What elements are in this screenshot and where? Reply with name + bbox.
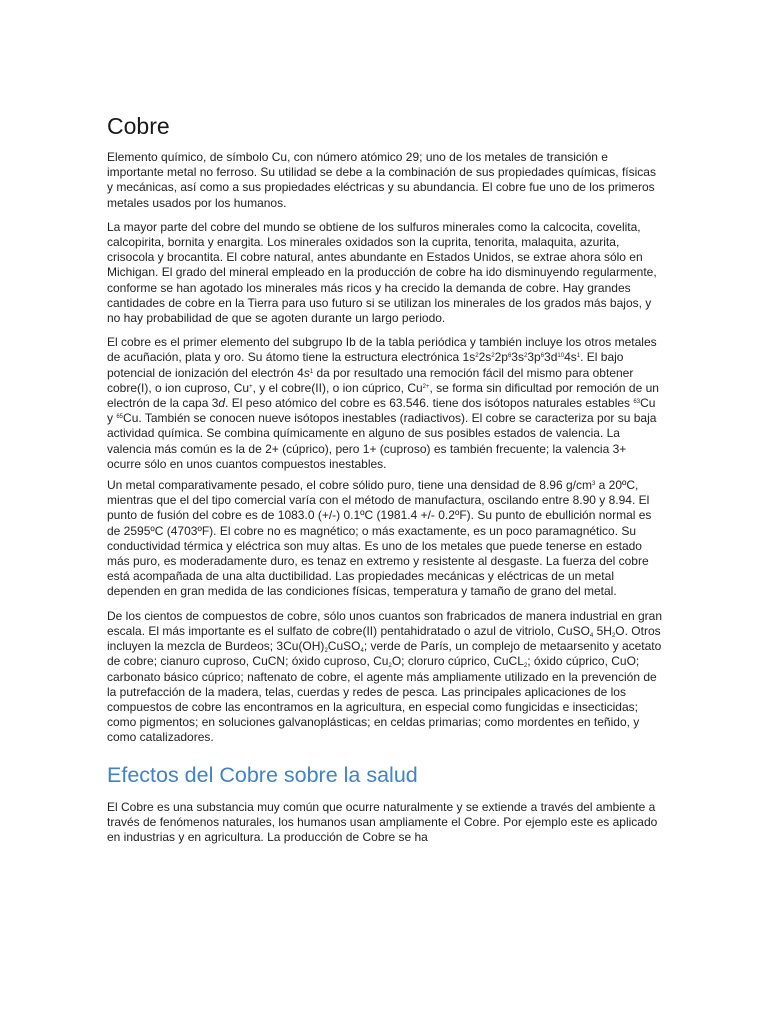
paragraph-compounds: De los cientos de compuestos de cobre, sólo unos cuantos son frabricados de manera industrial en gran escala. El más importante es el sulfato de cobre(II) pentahidratado o azul de vitriolo, CuSO$_4$ $5H_2O$. Otros incluyen la mezcla de Burdeos; $3Cu(OH)_2CuSO_4$; verde de París, un complejo de metaarsenito y acetato de cobre; cianuro cuproso, CuCN; óxido cuproso, $Cu_2O$; cloruro cúprico, CuCL$_2$; óxido cúprico, CuO; carbonato básico cúprico; naftenato de cobre, el agente más ampliamente utilizado en la prevención de la putrefacción de la madera, telas, cuerdas y redes de pesca. Las principales aplicaciones de los compuestos de cobre las encontramos en la agricultura, en especial como fungicidas e insecticidas; como pigmentos; en soluciones galvanoplásticas; en celdas primarias; como mordentes en teñido, y como catalizadores. bbox=[107, 608, 662, 745]
paragraph-properties: Un metal comparativamente pesado, el cobre sólido puro, tiene una densidad de 8.96 $g/cm^3$ a 20ºC, mientras que el del tipo comercial varía con el método de manufactura, oscilando entre 8.90 y 8.94. El punto de fusión del cobre es de 1083.0 (+/-) 0.1ºC (1981.4 +/- 0.2ºF). Su punto de ebullición normal es de 2595ºC (4703ºF). El cobre no es magnético; o más exactamente, es un poco paramagnético. Su conductividad térmica y eléctrica son muy altas. Es uno de los metales que puede tenerse en estado más puro, es moderadamente duro, es tenaz en extremo y resistente al desgaste. La fuerza del cobre está acompañada de una alta ductibilidad. Las propiedades mecánicas y eléctricas de un metal dependen en gran medida de las condiciones físicas, temperatura y tamaño de grano del metal. bbox=[107, 478, 652, 599]
paragraph-health: El Cobre es una substancia muy común que ocurre naturalmente y se extiende a través del ambiente a través de fenómenos naturales, los humanos usan ampliamente el Cobre. Por ejemplo este es aplicado en industrias y en agricultura. La producción de Cobre se ha bbox=[107, 799, 658, 844]
paragraph-minerals: La mayor parte del cobre del mundo se obtiene de los sulfuros minerales como la calcocita, covelita, calcopirita, bornita y enargita. Los minerales oxidados son la cuprita, tenorita, malaquita, azurita, crisocola y brocantita. El cobre natural, antes abundante en Estados Unidos, se extrae ahora sólo en Michigan. El grado del mineral empleado en la producción de cobre ha ido disminuyendo regularmente, conforme se han agotado los minerales más ricos y ha crecido la demanda de cobre. Hay grandes cantidades de cobre en la Tierra para uso futuro si se utilizan los minerales de los grados más bajos, y no hay probabilidad de que se agoten durante un largo periodo. bbox=[107, 219, 657, 326]
document-body bbox=[107, 113, 663, 854]
page-title: Cobre bbox=[107, 113, 170, 139]
paragraph-structure: El cobre es el primer elemento del subgrupo Ib de la tabla periódica y también incluye los otros metales de acuñación, plata y oro. Su átomo tiene la estructura electrónica $1s^22s^22p^63s^23p^63d^{10}4s^1$. El bajo potencial de ionización del electrón $4s^1$ da por resultado una remoción fácil del mismo para obtener cobre(I), o ion cuproso, Cu+, y el cobre(II), o ion cúprico, $Cu^{2+}$, se forma sin dificultad por remoción de un electrón de la capa 3d. El peso atómico del cobre es 63.546. tiene dos isótopos naturales estables $^{63}$Cu y $^{65}$Cu. También se conocen nueve isótopos inestables (radiactivos). El cobre se caracteriza por su baja actividad química. Se combina químicamente en alguno de sus posibles estados de valencia. La valencia más común es la de 2+ (cúprico), pero 1+ (cuproso) es también frecuente; la valencia 3+ ocurre sólo en unos cuantos compuestos inestables. bbox=[107, 335, 659, 471]
section-heading-health: Efectos del Cobre sobre la salud bbox=[107, 762, 418, 787]
paragraph-intro: Elemento químico, de símbolo Cu, con número atómico 29; uno de los metales de transición e importante metal no ferroso. Su utilidad se debe a la combinación de sus propiedades químicas, físicas y mecánicas, así como a sus propiedades eléctricas y su abundancia. El cobre fue uno de los primeros metales usados por los humanos. bbox=[107, 150, 656, 210]
